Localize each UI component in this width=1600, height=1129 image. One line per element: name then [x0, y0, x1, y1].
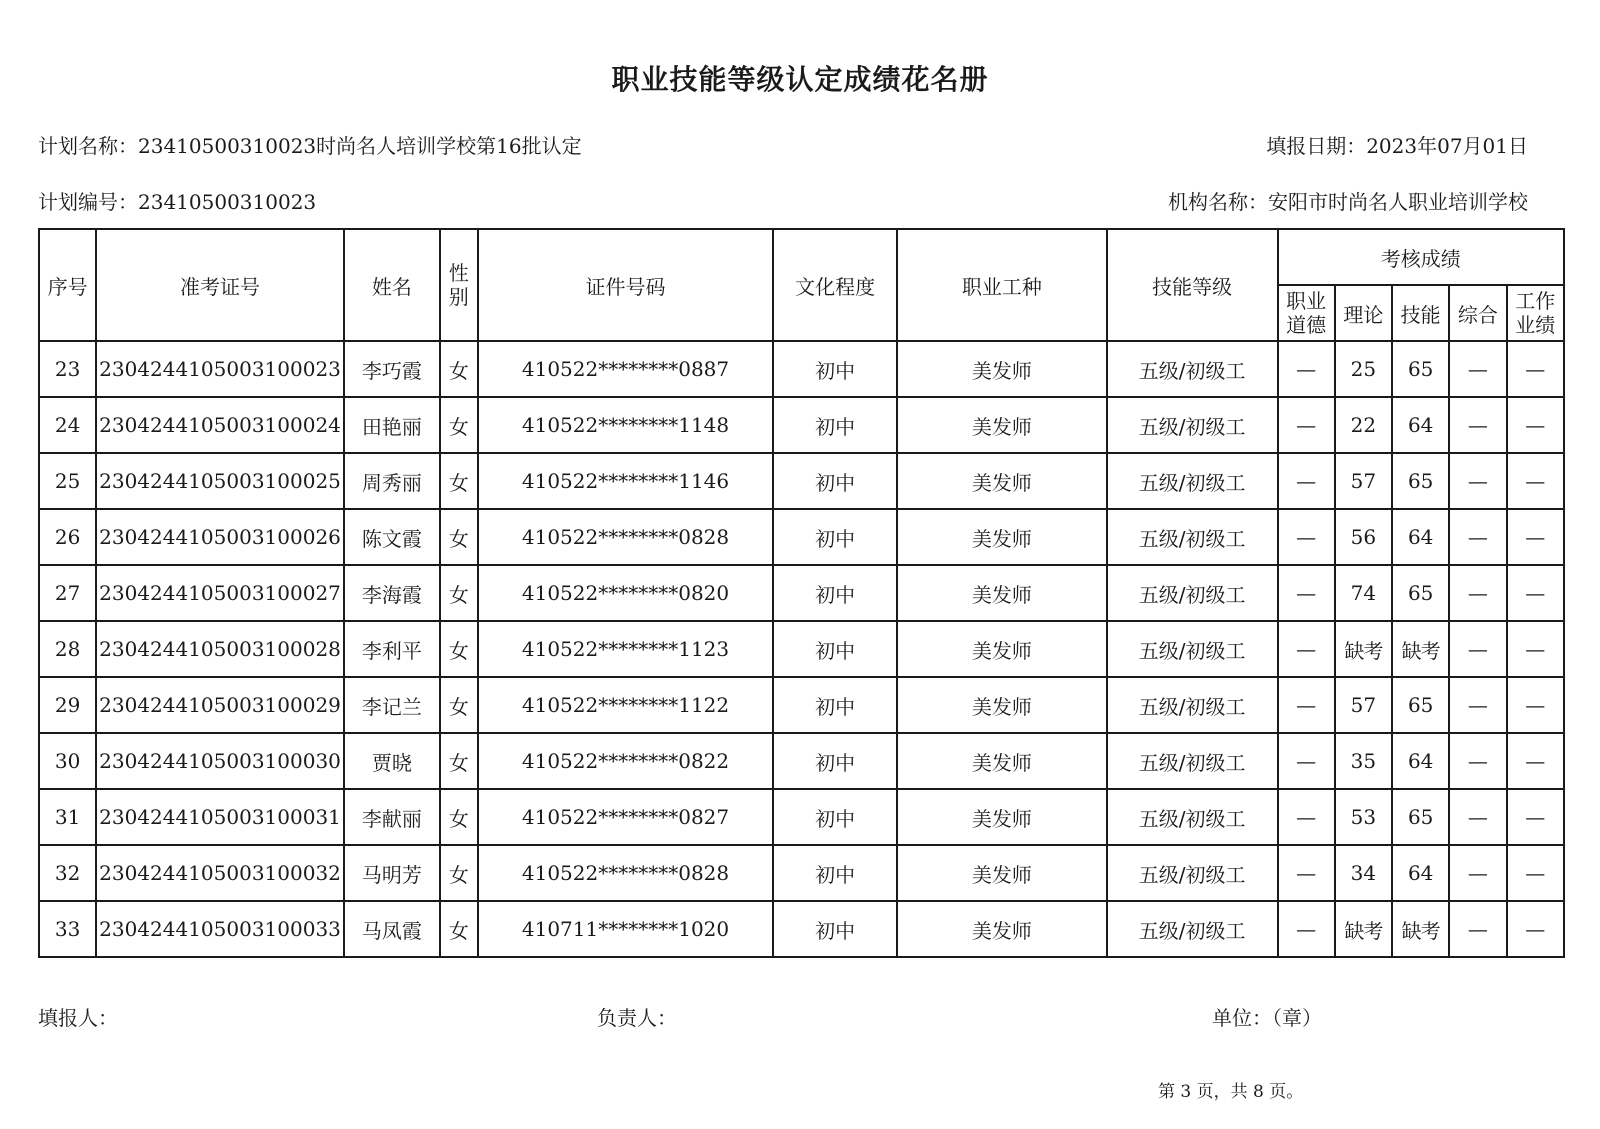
cell-id-no: 410522********0828 [478, 845, 774, 901]
cell-seq: 26 [39, 509, 96, 565]
table-row [39, 565, 1564, 621]
plan-name: 计划名称：23410500310023时尚名人培训学校第16批认定 [38, 134, 582, 158]
cell-skill: 65 [1392, 565, 1449, 621]
cell-name: 马凤霞 [344, 901, 440, 957]
cell-performance: — [1507, 677, 1564, 733]
cell-education: 初中 [773, 621, 897, 677]
cell-overall: — [1449, 789, 1506, 845]
cell-ethics: — [1278, 845, 1335, 901]
cell-ethics: — [1278, 509, 1335, 565]
header-education: 文化程度 [773, 229, 897, 341]
cell-id-no: 410522********0827 [478, 789, 774, 845]
cell-level: 五级/初级工 [1107, 397, 1278, 453]
cell-id-no: 410522********0820 [478, 565, 774, 621]
cell-ethics: — [1278, 733, 1335, 789]
cell-overall: — [1449, 901, 1506, 957]
cell-seq: 25 [39, 453, 96, 509]
cell-id-no: 410522********1123 [478, 621, 774, 677]
cell-id-no: 410522********0828 [478, 509, 774, 565]
cell-seq: 30 [39, 733, 96, 789]
cell-overall: — [1449, 565, 1506, 621]
cell-occupation: 美发师 [897, 677, 1107, 733]
cell-occupation: 美发师 [897, 901, 1107, 957]
cell-theory: 57 [1335, 453, 1392, 509]
cell-level: 五级/初级工 [1107, 453, 1278, 509]
cell-sex: 女 [440, 677, 478, 733]
header-skill: 技能 [1392, 285, 1449, 341]
cell-sex: 女 [440, 453, 478, 509]
table-row [39, 509, 1564, 565]
cell-sex: 女 [440, 565, 478, 621]
table-row [39, 341, 1564, 397]
cell-occupation: 美发师 [897, 789, 1107, 845]
header-exam-no: 准考证号 [96, 229, 344, 341]
cell-theory: 22 [1335, 397, 1392, 453]
cell-skill: 缺考 [1392, 621, 1449, 677]
cell-seq: 29 [39, 677, 96, 733]
cell-education: 初中 [773, 845, 897, 901]
cell-id-no: 410522********0887 [478, 341, 774, 397]
cell-occupation: 美发师 [897, 509, 1107, 565]
table-row [39, 397, 1564, 453]
cell-name: 贾晓 [344, 733, 440, 789]
cell-theory: 74 [1335, 565, 1392, 621]
cell-id-no: 410522********0822 [478, 733, 774, 789]
header-overall: 综合 [1449, 285, 1506, 341]
cell-name: 周秀丽 [344, 453, 440, 509]
cell-level: 五级/初级工 [1107, 621, 1278, 677]
cell-theory: 缺考 [1335, 901, 1392, 957]
filled-by-label: 填报人： [38, 1006, 118, 1030]
cell-seq: 32 [39, 845, 96, 901]
page-indicator: 第 3 页，共 8 页。 [1158, 1082, 1304, 1102]
cell-skill: 64 [1392, 733, 1449, 789]
cell-name: 李巧霞 [344, 341, 440, 397]
cell-education: 初中 [773, 565, 897, 621]
table-row [39, 621, 1564, 677]
cell-theory: 缺考 [1335, 621, 1392, 677]
cell-ethics: — [1278, 565, 1335, 621]
cell-name: 李记兰 [344, 677, 440, 733]
header-level: 技能等级 [1107, 229, 1278, 341]
cell-ethics: — [1278, 677, 1335, 733]
cell-overall: — [1449, 733, 1506, 789]
cell-level: 五级/初级工 [1107, 565, 1278, 621]
cell-education: 初中 [773, 733, 897, 789]
cell-level: 五级/初级工 [1107, 677, 1278, 733]
cell-overall: — [1449, 453, 1506, 509]
cell-education: 初中 [773, 789, 897, 845]
cell-skill: 65 [1392, 789, 1449, 845]
cell-name: 李献丽 [344, 789, 440, 845]
cell-ethics: — [1278, 789, 1335, 845]
header-id-no: 证件号码 [478, 229, 774, 341]
cell-name: 李海霞 [344, 565, 440, 621]
cell-sex: 女 [440, 397, 478, 453]
cell-sex: 女 [440, 901, 478, 957]
cell-level: 五级/初级工 [1107, 733, 1278, 789]
cell-occupation: 美发师 [897, 341, 1107, 397]
cell-performance: — [1507, 789, 1564, 845]
cell-sex: 女 [440, 509, 478, 565]
cell-ethics: — [1278, 453, 1335, 509]
cell-performance: — [1507, 845, 1564, 901]
cell-occupation: 美发师 [897, 453, 1107, 509]
cell-theory: 25 [1335, 341, 1392, 397]
cell-overall: — [1449, 509, 1506, 565]
cell-skill: 65 [1392, 677, 1449, 733]
cell-name: 李利平 [344, 621, 440, 677]
cell-exam-no: 2304244105003100032 [96, 845, 344, 901]
cell-seq: 24 [39, 397, 96, 453]
cell-seq: 33 [39, 901, 96, 957]
cell-ethics: — [1278, 341, 1335, 397]
cell-exam-no: 2304244105003100031 [96, 789, 344, 845]
cell-performance: — [1507, 453, 1564, 509]
cell-skill: 64 [1392, 509, 1449, 565]
cell-exam-no: 2304244105003100023 [96, 341, 344, 397]
responsible-label: 负责人： [597, 1006, 677, 1030]
header-theory: 理论 [1335, 285, 1392, 341]
cell-ethics: — [1278, 397, 1335, 453]
cell-overall: — [1449, 677, 1506, 733]
cell-seq: 31 [39, 789, 96, 845]
score-table [38, 228, 1565, 958]
unit-stamp-label: 单位：（章） [1212, 1006, 1322, 1030]
cell-theory: 53 [1335, 789, 1392, 845]
cell-theory: 56 [1335, 509, 1392, 565]
header-seq: 序号 [39, 229, 96, 341]
cell-theory: 35 [1335, 733, 1392, 789]
table-row [39, 901, 1564, 957]
cell-skill: 64 [1392, 845, 1449, 901]
header-occupation: 职业工种 [897, 229, 1107, 341]
cell-name: 陈文霞 [344, 509, 440, 565]
cell-exam-no: 2304244105003100026 [96, 509, 344, 565]
cell-occupation: 美发师 [897, 397, 1107, 453]
cell-performance: — [1507, 733, 1564, 789]
cell-education: 初中 [773, 509, 897, 565]
cell-skill: 64 [1392, 397, 1449, 453]
cell-occupation: 美发师 [897, 845, 1107, 901]
table-body [39, 341, 1564, 957]
cell-skill: 缺考 [1392, 901, 1449, 957]
cell-performance: — [1507, 901, 1564, 957]
cell-occupation: 美发师 [897, 621, 1107, 677]
table-row [39, 733, 1564, 789]
cell-exam-no: 2304244105003100030 [96, 733, 344, 789]
cell-seq: 23 [39, 341, 96, 397]
cell-level: 五级/初级工 [1107, 341, 1278, 397]
cell-overall: — [1449, 341, 1506, 397]
cell-id-no: 410711********1020 [478, 901, 774, 957]
table-row [39, 677, 1564, 733]
document-title: 职业技能等级认定成绩花名册 [611, 63, 989, 96]
table-row [39, 845, 1564, 901]
cell-education: 初中 [773, 453, 897, 509]
cell-exam-no: 2304244105003100028 [96, 621, 344, 677]
cell-performance: — [1507, 621, 1564, 677]
header-performance: 工作业绩 [1507, 285, 1564, 341]
cell-ethics: — [1278, 901, 1335, 957]
cell-level: 五级/初级工 [1107, 789, 1278, 845]
report-date: 填报日期：2023年07月01日 [1266, 134, 1528, 158]
cell-sex: 女 [440, 733, 478, 789]
cell-performance: — [1507, 341, 1564, 397]
cell-overall: — [1449, 397, 1506, 453]
header-name: 姓名 [344, 229, 440, 341]
cell-exam-no: 2304244105003100025 [96, 453, 344, 509]
cell-id-no: 410522********1122 [478, 677, 774, 733]
cell-education: 初中 [773, 397, 897, 453]
cell-name: 马明芳 [344, 845, 440, 901]
cell-name: 田艳丽 [344, 397, 440, 453]
org-name: 机构名称：安阳市时尚名人职业培训学校 [1168, 190, 1528, 214]
cell-id-no: 410522********1146 [478, 453, 774, 509]
cell-overall: — [1449, 621, 1506, 677]
cell-level: 五级/初级工 [1107, 509, 1278, 565]
cell-id-no: 410522********1148 [478, 397, 774, 453]
cell-performance: — [1507, 509, 1564, 565]
plan-code: 计划编号：23410500310023 [38, 190, 317, 214]
table-row [39, 453, 1564, 509]
cell-sex: 女 [440, 621, 478, 677]
cell-education: 初中 [773, 341, 897, 397]
cell-exam-no: 2304244105003100027 [96, 565, 344, 621]
header-scores: 考核成绩 [1278, 229, 1565, 285]
cell-education: 初中 [773, 677, 897, 733]
cell-sex: 女 [440, 845, 478, 901]
cell-exam-no: 2304244105003100029 [96, 677, 344, 733]
cell-level: 五级/初级工 [1107, 845, 1278, 901]
cell-theory: 57 [1335, 677, 1392, 733]
cell-occupation: 美发师 [897, 733, 1107, 789]
cell-level: 五级/初级工 [1107, 901, 1278, 957]
cell-performance: — [1507, 397, 1564, 453]
cell-seq: 28 [39, 621, 96, 677]
cell-occupation: 美发师 [897, 565, 1107, 621]
cell-education: 初中 [773, 901, 897, 957]
cell-performance: — [1507, 565, 1564, 621]
cell-seq: 27 [39, 565, 96, 621]
cell-exam-no: 2304244105003100033 [96, 901, 344, 957]
header-ethics: 职业道德 [1278, 285, 1335, 341]
cell-skill: 65 [1392, 341, 1449, 397]
cell-exam-no: 2304244105003100024 [96, 397, 344, 453]
cell-overall: — [1449, 845, 1506, 901]
cell-sex: 女 [440, 341, 478, 397]
cell-sex: 女 [440, 789, 478, 845]
cell-ethics: — [1278, 621, 1335, 677]
header-sex: 性别 [440, 229, 478, 341]
cell-theory: 34 [1335, 845, 1392, 901]
cell-skill: 65 [1392, 453, 1449, 509]
table-row [39, 789, 1564, 845]
